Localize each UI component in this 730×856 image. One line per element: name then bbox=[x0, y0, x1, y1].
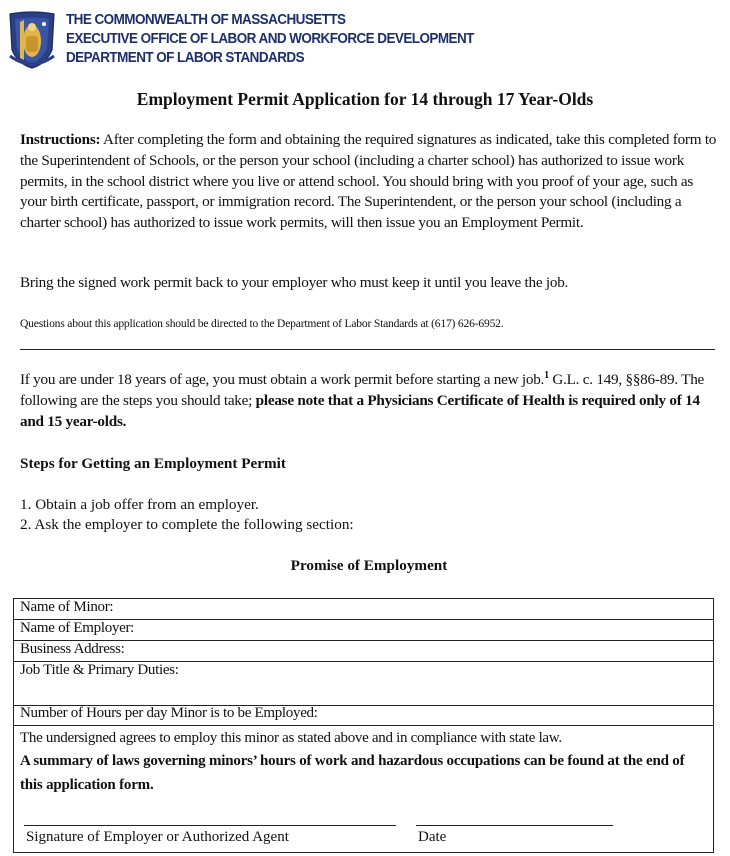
agency-line-3: DEPARTMENT OF LABOR STANDARDS bbox=[66, 50, 305, 66]
date-label: Date bbox=[418, 829, 447, 845]
step-item: 1. Obtain a job offer from an employer. bbox=[20, 496, 259, 513]
agency-line-2: EXECUTIVE OFFICE OF LABOR AND WORKFORCE DEVELOPMENT bbox=[66, 31, 474, 47]
agreement-text: The undersigned agrees to employ this minor as stated above and in compliance with state law. bbox=[20, 730, 562, 746]
promise-of-employment-form bbox=[13, 598, 714, 853]
section-divider bbox=[20, 349, 715, 350]
footnote-marker: 1 bbox=[544, 369, 549, 381]
instructions-paragraph bbox=[20, 130, 720, 234]
letterhead bbox=[6, 8, 474, 72]
agency-line-1: THE COMMONWEALTH OF MASSACHUSETTS bbox=[66, 12, 346, 28]
employer-signature-label: Signature of Employer or Authorized Agent bbox=[26, 829, 289, 845]
date-signature-line[interactable] bbox=[416, 825, 613, 826]
name-of-employer-label: Name of Employer: bbox=[20, 620, 135, 636]
statute-citation: G.L. c. 149, §§86-89. The following are the steps you should take; bbox=[20, 371, 705, 409]
business-address-field[interactable] bbox=[14, 641, 713, 662]
business-address-label: Business Address: bbox=[20, 641, 125, 657]
physician-certificate-note: please note that a Physicians Certificate of Health is required only of 14 and 15 year-olds. bbox=[20, 391, 700, 430]
job-title-duties-label: Job Title & Primary Duties: bbox=[20, 662, 179, 678]
under-18-paragraph bbox=[20, 370, 720, 432]
steps-list bbox=[20, 495, 354, 535]
laws-summary-note: A summary of laws governing minors’ hours of work and hazardous occupations can be found at the end of this application form. bbox=[20, 752, 685, 793]
name-of-employer-field[interactable] bbox=[14, 620, 713, 641]
step-item: 2. Ask the employer to complete the following section: bbox=[20, 516, 354, 533]
page-title: Employment Permit Application for 14 through 17 Year-Olds bbox=[136, 89, 594, 109]
job-title-duties-field[interactable] bbox=[14, 662, 713, 706]
name-of-minor-field[interactable] bbox=[14, 599, 713, 620]
under-18-text: If you are under 18 years of age, you must obtain a work permit before starting a new job. bbox=[20, 371, 545, 388]
bring-back-text: Bring the signed work permit back to your employer who must keep it until you leave the job. bbox=[20, 274, 569, 291]
instructions-text: After completing the form and obtaining the required signatures as indicated, take this completed form to the Superintendent of Schools, or the person your school (including a charter school) has authorized to issue work permits, in the school district where you live or attend school. You should bring with you proof of your age, such as your birth certificate, passport, or immigration record. The Superintendent, or the person your school (including a charter school) has authorized to issue work permits, will then issue you an Employment Permit. bbox=[20, 131, 717, 232]
commonwealth-seal-icon bbox=[6, 10, 58, 70]
name-of-minor-label: Name of Minor: bbox=[20, 599, 114, 615]
employer-agreement bbox=[20, 728, 706, 797]
hours-per-day-label: Number of Hours per day Minor is to be Employed: bbox=[20, 705, 318, 721]
steps-heading: Steps for Getting an Employment Permit bbox=[20, 455, 286, 472]
instructions-label: Instructions: bbox=[20, 131, 101, 148]
agency-name bbox=[66, 11, 505, 68]
hours-per-day-field[interactable] bbox=[14, 706, 713, 726]
promise-of-employment-heading: Promise of Employment bbox=[290, 557, 448, 574]
questions-contact-text: Questions about this application should be directed to the Department of Labor Standards at (617) 626-6952. bbox=[20, 317, 504, 330]
employer-signature-line[interactable] bbox=[24, 825, 396, 826]
